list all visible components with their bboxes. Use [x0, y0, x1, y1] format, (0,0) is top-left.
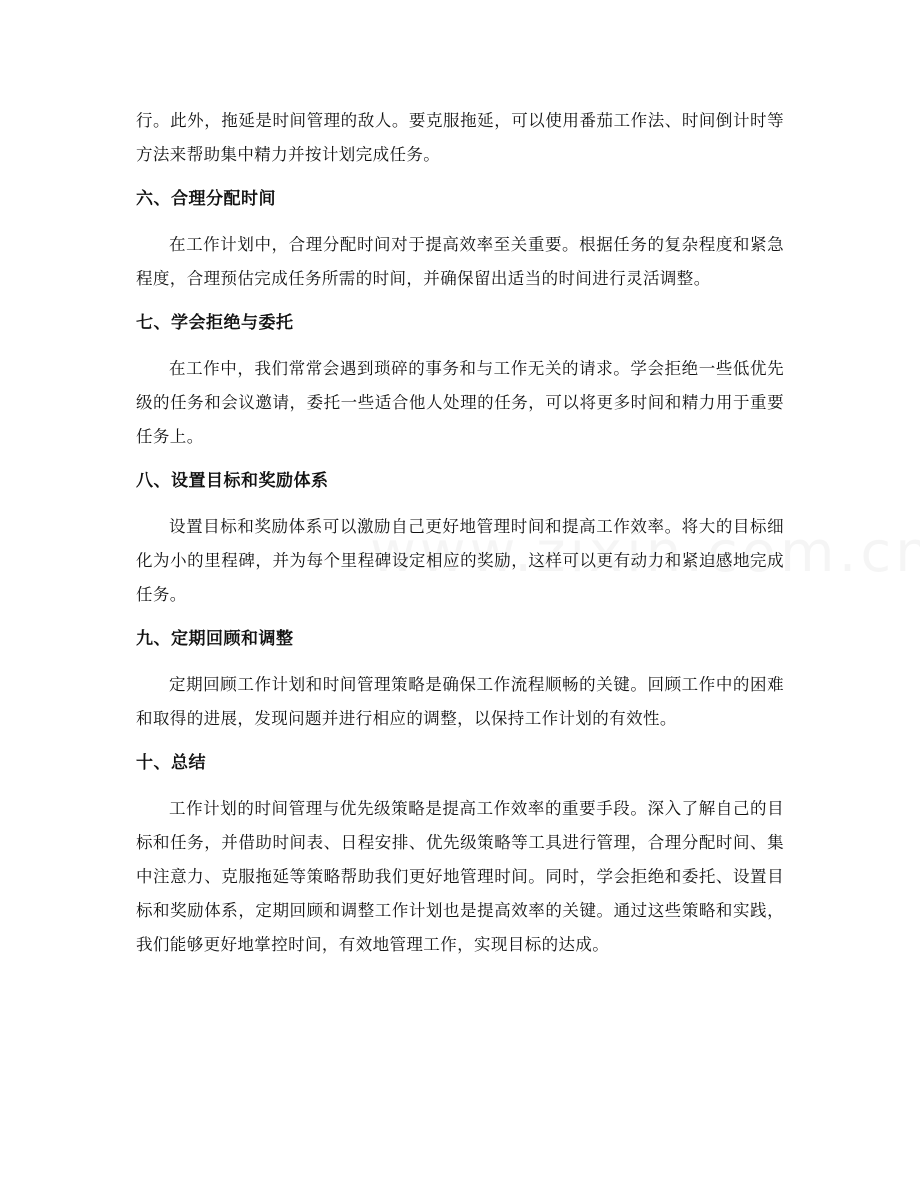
section-body-6: 在工作计划中，合理分配时间对于提高效率至关重要。根据任务的复杂程度和紧急程度，合理预估完成任务所需的时间，并确保留出适当的时间进行灵活调整。 [136, 235, 784, 288]
section-body-10: 工作计划的时间管理与优先级策略是提高工作效率的重要手段。深入了解自己的目标和任务，并借助时间表、日程安排、优先级策略等工具进行管理，合理分配时间、集中注意力、克服拖延等策略帮助我们更好地管理时间。同时，学会拒绝和委托、设置目标和奖励体系，定期回顾和调整工作计划也是提高效率的关键。通过这些策略和实践，我们能够更好地掌控时间，有效地管理工作，实现目标的达成。 [136, 799, 784, 954]
section-body-9: 定期回顾工作计划和时间管理策略是确保工作流程顺畅的关键。回顾工作中的困难和取得的进展，发现问题并进行相应的调整，以保持工作计划的有效性。 [136, 675, 784, 728]
section-heading-6: 六、合理分配时间 [136, 189, 276, 209]
section-heading-7: 七、学会拒绝与委托 [136, 313, 294, 333]
section-heading-10: 十、总结 [136, 753, 206, 773]
section-heading-8: 八、设置目标和奖励体系 [136, 471, 329, 491]
section-heading-9: 九、定期回顾和调整 [136, 629, 294, 649]
document-page [136, 104, 784, 972]
section-body-8: 设置目标和奖励体系可以激励自己更好地管理时间和提高工作效率。将大的目标细化为小的里程碑，并为每个里程碑设定相应的奖励，这样可以更有动力和紧迫感地完成任务。 [136, 517, 784, 604]
section-body-7: 在工作中，我们常常会遇到琐碎的事务和与工作无关的请求。学会拒绝一些低优先级的任务和会议邀请，委托一些适合他人处理的任务，可以将更多时间和精力用于重要任务上。 [136, 359, 784, 446]
intro-continuation-paragraph: 行。此外，拖延是时间管理的敌人。要克服拖延，可以使用番茄工作法、时间倒计时等方法来帮助集中精力并按计划完成任务。 [136, 111, 784, 164]
